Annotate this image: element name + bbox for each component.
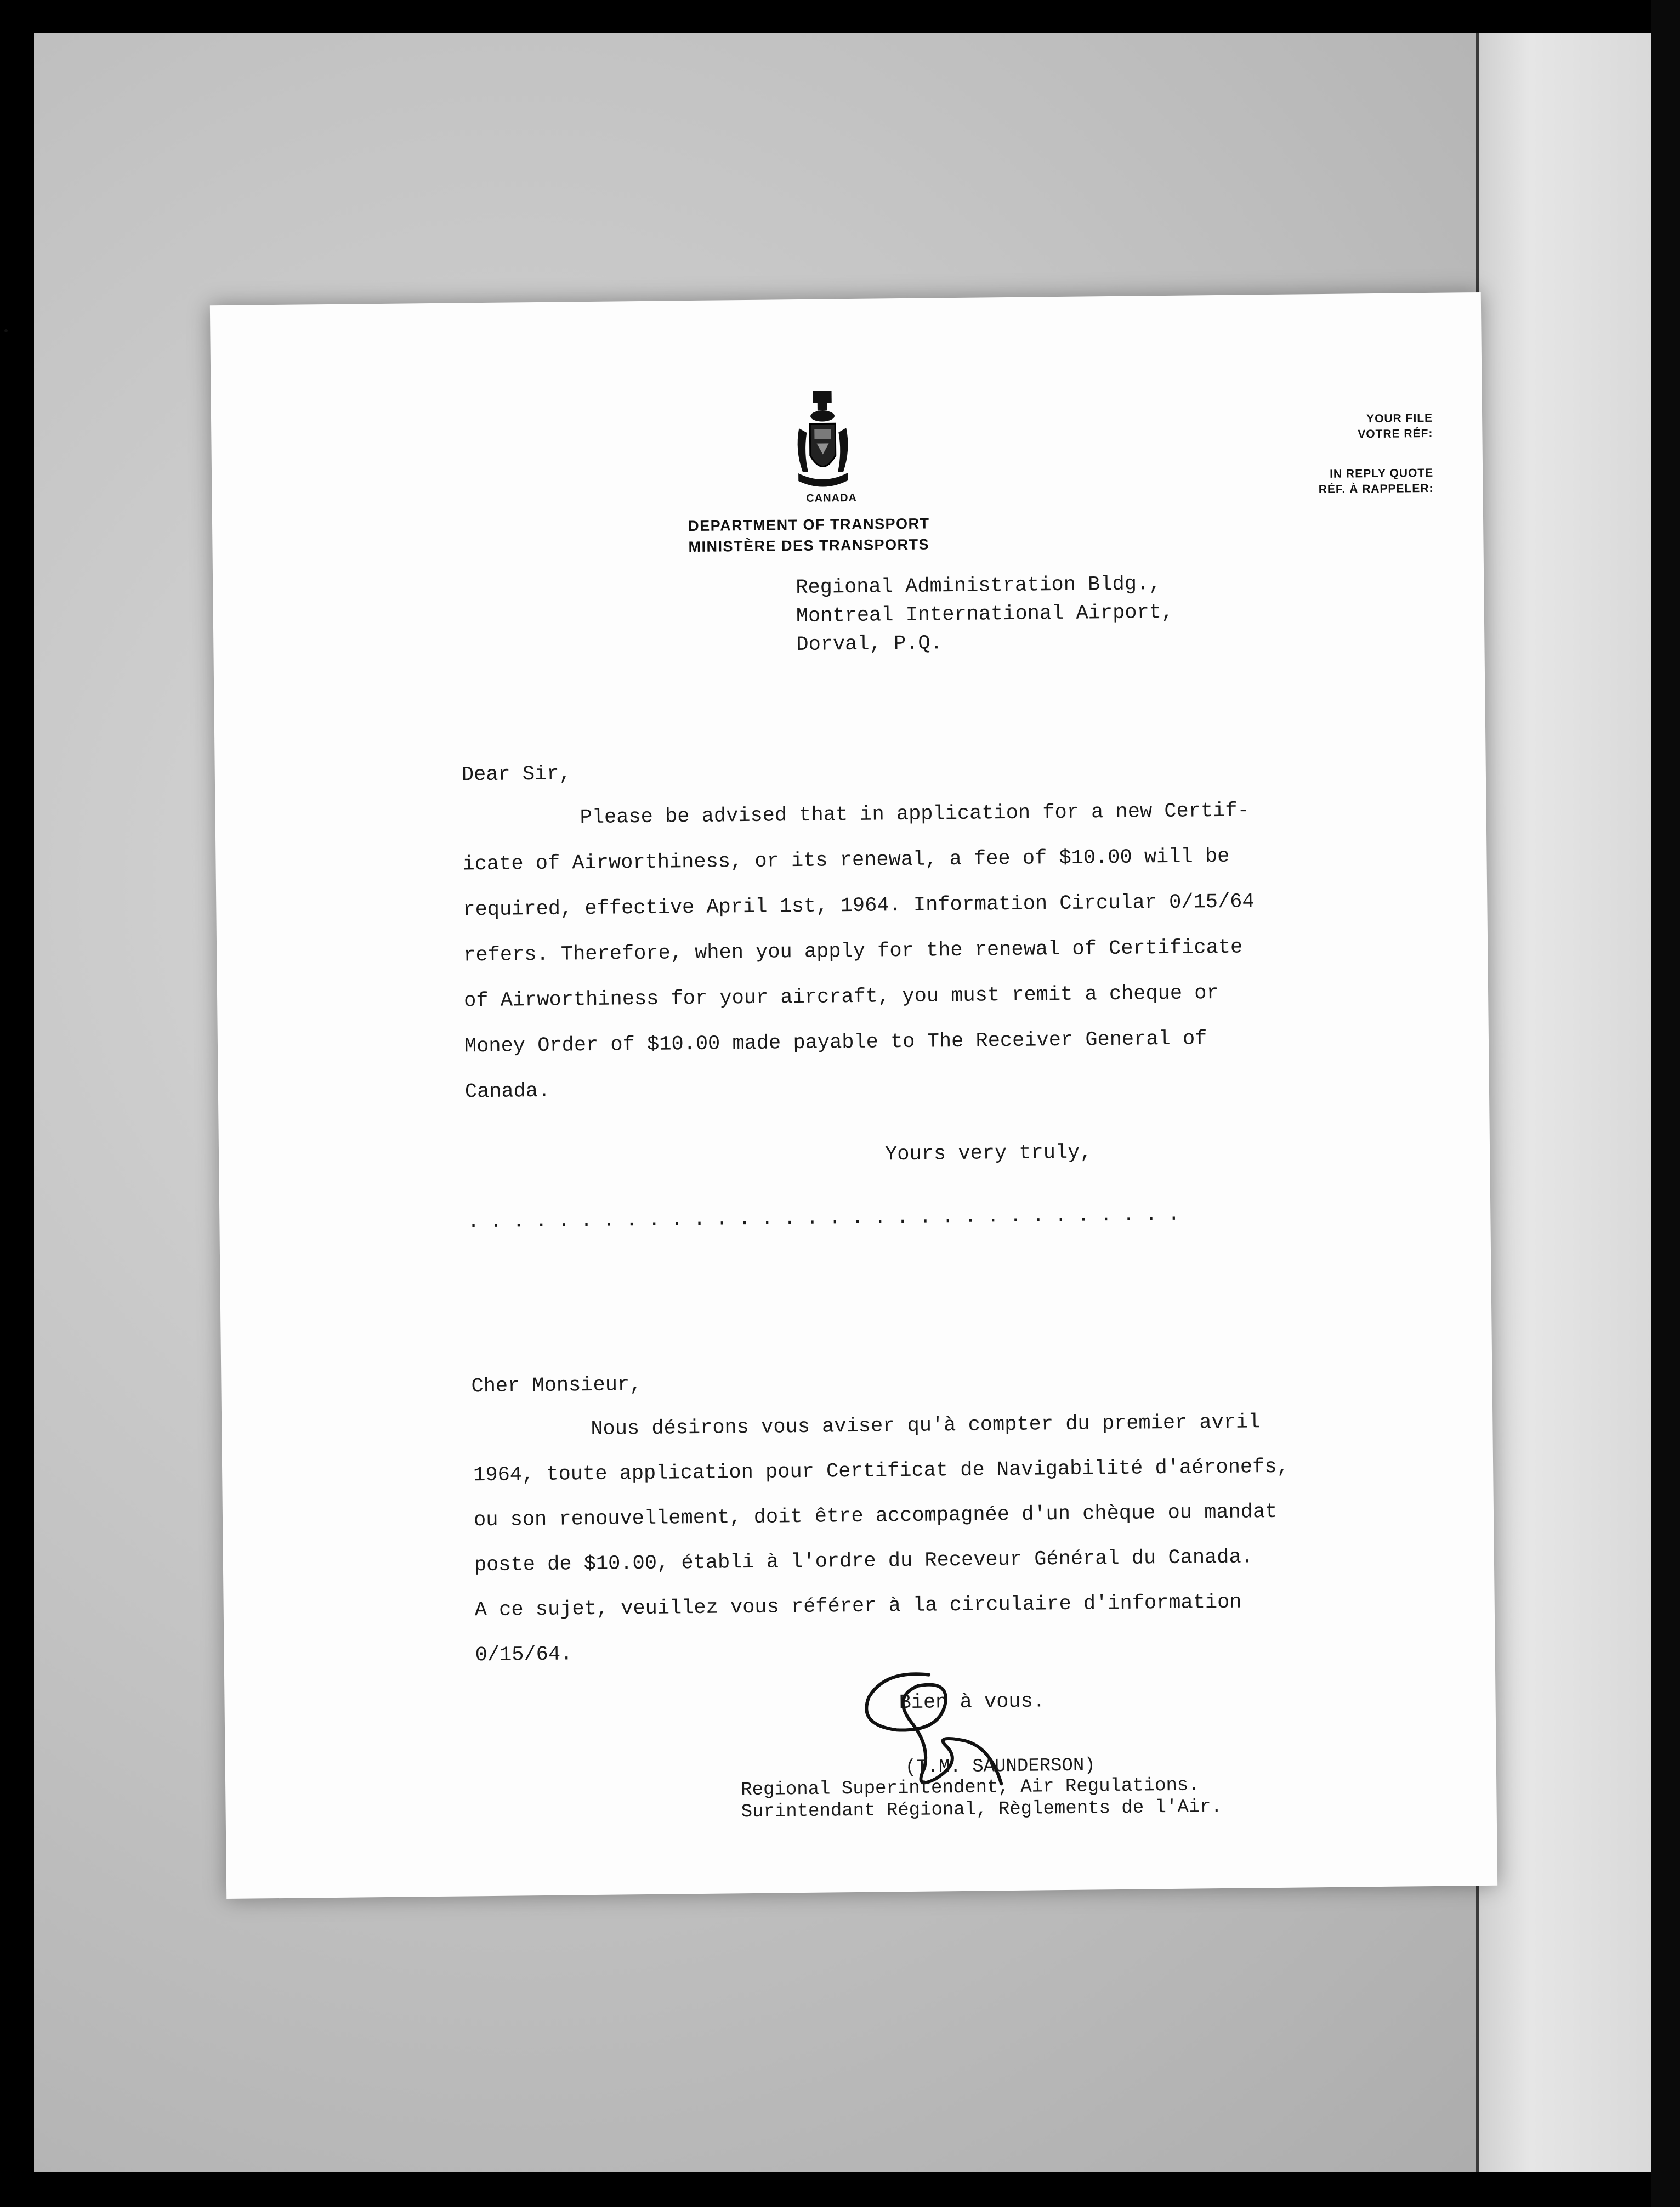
closing-fr: Bien à vous. bbox=[899, 1690, 1046, 1715]
department-name-en: DEPARTMENT OF TRANSPORT bbox=[688, 515, 930, 535]
section-separator: ................................ bbox=[467, 1203, 1191, 1234]
body-en bbox=[462, 788, 1276, 1115]
salutation-fr: Cher Monsieur, bbox=[471, 1373, 642, 1399]
body-line: A ce sujet, veuillez vous référer à la circulaire d'information bbox=[474, 1591, 1242, 1622]
body-line: 0/15/64. bbox=[475, 1643, 573, 1667]
address-line: Dorval, P.Q. bbox=[796, 632, 943, 657]
ref-a-rappeler-label: RÉF. À RAPPELER: bbox=[1318, 482, 1434, 496]
body-line: 1964, toute application pour Certificat de Navigabilité d'aéronefs, bbox=[473, 1455, 1290, 1487]
body-fr bbox=[473, 1399, 1331, 1678]
signatory-title-en: Regional Superintendent, Air Regulations. bbox=[741, 1775, 1200, 1801]
body-line: required, effective April 1st, 1964. Information Circular 0/15/64 bbox=[463, 890, 1255, 922]
letter-sheet bbox=[210, 292, 1497, 1899]
canada-coat-of-arms-icon bbox=[792, 389, 854, 494]
votre-ref-label: VOTRE RÉF: bbox=[1358, 427, 1433, 441]
country-label: CANADA bbox=[806, 491, 858, 505]
department-heading bbox=[688, 513, 930, 557]
closing-en: Yours very truly, bbox=[884, 1141, 1092, 1167]
signatory-name: (T.M. SAUNDERSON) bbox=[905, 1755, 1096, 1779]
address-line: Montreal International Airport, bbox=[796, 601, 1174, 629]
reply-quote-label: IN REPLY QUOTE bbox=[1330, 466, 1434, 480]
salutation-en: Dear Sir, bbox=[461, 762, 571, 787]
body-line: Money Order of $10.00 made payable to The Receiver General of bbox=[464, 1027, 1207, 1059]
address-line: Regional Administration Bldg., bbox=[796, 573, 1161, 600]
signatory-title-fr: Surintendant Régional, Règlements de l'Air. bbox=[741, 1797, 1223, 1823]
scan-border bbox=[1651, 0, 1680, 2207]
body-line: of Airworthiness for your aircraft, you must remit a cheque or bbox=[463, 982, 1219, 1013]
background-sheet-edge bbox=[1478, 33, 1651, 2172]
reference-block bbox=[1318, 411, 1433, 497]
department-name-fr: MINISTÈRE DES TRANSPORTS bbox=[688, 536, 930, 556]
body-line: Canada. bbox=[464, 1079, 550, 1104]
sender-address bbox=[796, 570, 1174, 659]
body-line: Please be advised that in application for a new Certif- bbox=[580, 799, 1250, 830]
body-line: icate of Airworthiness, or its renewal, a fee of $10.00 will be bbox=[462, 845, 1230, 876]
dust-speck bbox=[4, 329, 8, 332]
your-file-label: YOUR FILE bbox=[1366, 411, 1433, 426]
body-line: ou son renouvellement, doit être accompagnée d'un chèque ou mandat bbox=[473, 1500, 1278, 1532]
body-line: Nous désirons vous aviser qu'à compter du premier avril bbox=[591, 1411, 1261, 1441]
body-line: refers. Therefore, when you apply for the renewal of Certificate bbox=[463, 936, 1243, 967]
body-line: poste de $10.00, établi à l'ordre du Receveur Général du Canada. bbox=[474, 1546, 1254, 1577]
